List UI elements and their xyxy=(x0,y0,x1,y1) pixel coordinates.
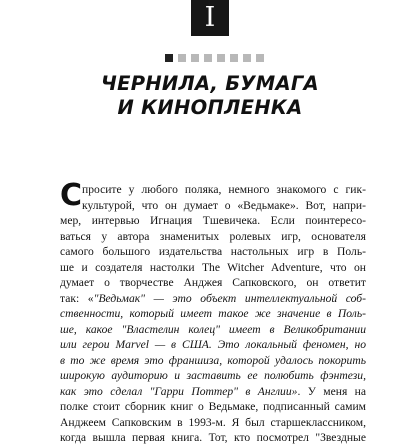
text-line: культурой, что он думает о «Ведьмаке». Вот, напри- xyxy=(82,198,366,212)
text-line: мер, интервью Игнация Тшевичека. Если поинтересо- xyxy=(60,214,366,227)
chapter-title-line-2: И КИНОПЛЕНКА xyxy=(117,96,303,119)
text-line: самого большого издательства настольных игр в Поль- xyxy=(60,245,366,258)
chapter-title-line-1: ЧЕРНИЛА, БУМАГА xyxy=(101,72,319,95)
text-line: думает о творчестве Анджея Сапковского, он ответит xyxy=(60,276,366,289)
ornament-square xyxy=(165,54,173,62)
quote-segment: "Ведьмак" — это объект интеллектуальной соб- xyxy=(93,291,366,305)
chapter-ornament xyxy=(165,54,264,62)
quote-line: в то же время это франшиза, которой удалось покорить xyxy=(60,353,366,367)
text-line: ваться у автора знаменитых ролевых игр, основателя xyxy=(60,229,366,243)
text-line: когда вышла первая книга. Тот, кто посмотрел "Звездные xyxy=(60,431,366,444)
ornament-square xyxy=(204,54,212,62)
quote-line: или герои Marvel — в США. Это локальный феномен, но xyxy=(60,338,366,351)
text-line xyxy=(60,384,366,400)
text-segment: так: « xyxy=(60,291,94,305)
drop-cap: С xyxy=(60,178,83,213)
text-line: просите у любого поляка, немного знакомого с гик- xyxy=(82,183,366,196)
ornament-square xyxy=(178,54,186,62)
quote-line: широкую аудиторию и заставить ее полюбить фэнтези, xyxy=(60,369,366,382)
body-text xyxy=(60,178,366,446)
ornament-square xyxy=(217,54,225,62)
ornament-square xyxy=(230,54,238,62)
text-line: полке стоит сборник книг о Ведьмаке, подписанный самим xyxy=(60,400,366,413)
chapter-number: I xyxy=(204,2,216,33)
chapter-title xyxy=(40,72,380,120)
ornament-square xyxy=(256,54,264,62)
ornament-square xyxy=(191,54,199,62)
quote-segment: как это сделал "Гарри Поттер" в Англии» xyxy=(60,384,298,398)
chapter-number-box xyxy=(191,0,229,36)
text-line xyxy=(60,291,366,307)
ornament-square xyxy=(243,54,251,62)
quote-line: ше, какое "Властелин колец" имеет в Великобритании xyxy=(60,322,366,336)
quote-line: ственности, который имеет такое же значение в Поль- xyxy=(60,307,366,320)
text-segment: . У меня на xyxy=(297,384,366,398)
text-line: Анджеем Сапковским в 1993-м. Я был старшеклассником, xyxy=(60,415,366,429)
text-line: ше и создателя настолки The Witcher Adventure, что он xyxy=(60,260,366,274)
